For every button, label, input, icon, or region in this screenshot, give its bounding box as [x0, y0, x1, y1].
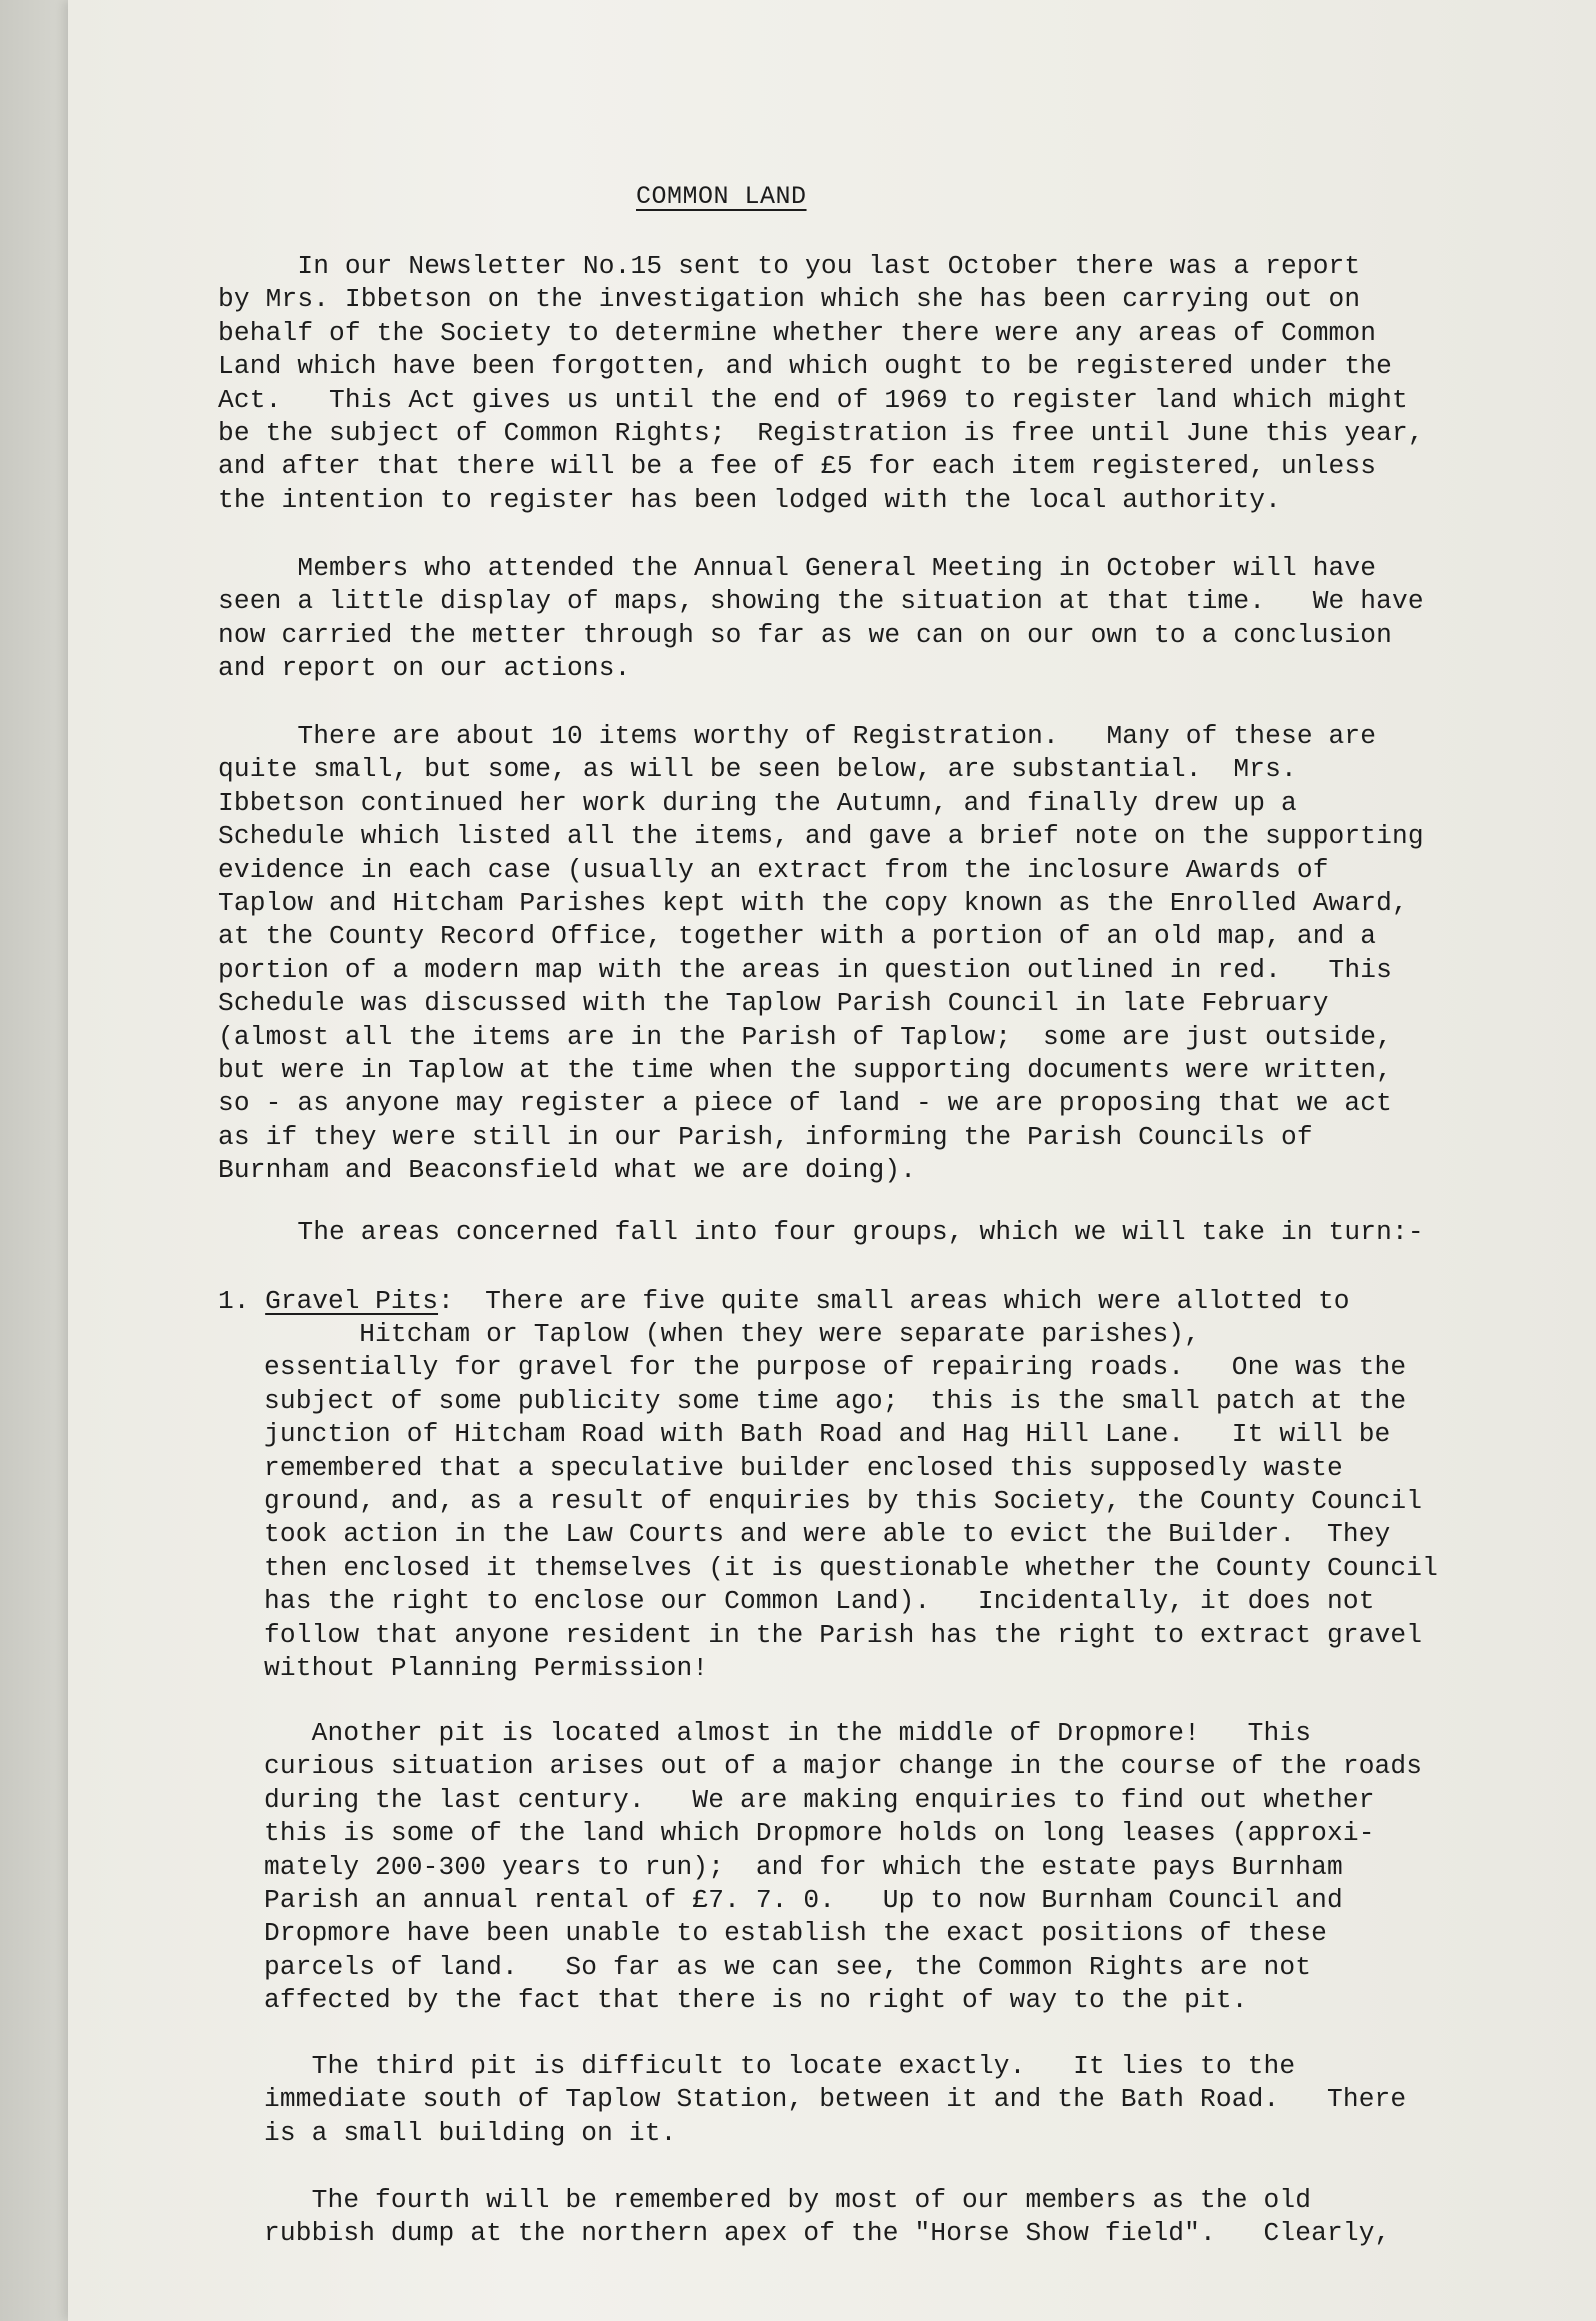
item-1-para-fourth-pit: The fourth will be remembered by most of our members as the old rubbish dump at the northern apex of the "Horse Show field". Clearly, — [264, 2185, 1391, 2249]
paragraph-groups: The areas concerned fall into four groups, which we will take in turn:- — [218, 1217, 1424, 1247]
item-first-line: There are five quite small areas which were allotted to — [453, 1286, 1350, 1316]
paragraph-intro: In our Newsletter No.15 sent to you last October there was a report by Mrs. Ibbetson on the investigation which she has been carrying out on behalf of the Society to determine whether there were any areas of Common Land which have been forgotten, and which ought to be registered under the Act. This Act gives us until the end of 1969 to register land which might be the subject of Common Rights; Registration is free until June this year, and after that there will be a fee of £5 for each item registered, unless the intention to register has been lodged with the local authority. — [218, 251, 1424, 515]
item-1-para-dropmore: Another pit is located almost in the middle of Dropmore! This curious situation arises out of a major change in the course of the roads during the last century. We are making enquiries to find out whether this is some of the land which Dropmore holds on long leases (approxi- mately 200-300 years to run); and for which the estate pays Burnham Parish an annual rental of £7. 7. 0. Up to now Burnham Council and Dropmore have been unable to establish the exact positions of these parcels of land. So far as we can see, the Common Rights are not affected by the fact that there is no right of way to the pit. — [264, 1718, 1423, 2016]
item-heading: Gravel Pits — [265, 1286, 439, 1316]
item-heading-colon: : — [438, 1286, 454, 1316]
paragraph-agm: Members who attended the Annual General Meeting in October will have seen a little display of maps, showing the situation at that time. We have now carried the metter through so far as we can on our own to a conclusion and report on our actions. — [218, 553, 1424, 684]
page-title: COMMON LAND — [636, 182, 807, 211]
item-number: 1. — [218, 1286, 250, 1316]
item-1-body: Hitcham or Taplow (when they were separate parishes), essentially for gravel for the purpose of repairing roads. One was the subject of some publicity some time ago; this is the small patch at the junction of Hitcham Road with Bath Road and Hag Hill Lane. It will be remembered that a speculative builder enclosed this supposedly waste ground, and, as a result of enquiries by this Society, the County Council took action in the Law Courts and were able to evict the Builder. They then enclosed it themselves (it is questionable whether the County Council has the right to enclose our Common Land). Incidentally, it does not follow that anyone resident in the Parish has the right to extract gravel without Planning Permission! — [264, 1319, 1439, 1684]
item-1-heading-line — [218, 1285, 1350, 1318]
paragraph-schedule: There are about 10 items worthy of Registration. Many of these are quite small, but some, as will be seen below, are substantial. Mrs. Ibbetson continued her work during the Autumn, and finally drew up a Schedule which listed all the items, and gave a brief note on the supporting evidence in each case (usually an extract from the inclosure Awards of Taplow and Hitcham Parishes kept with the copy known as the Enrolled Award, at the County Record Office, together with a portion of an old map, and a portion of a modern map with the areas in question outlined in red. This Schedule was discussed with the Taplow Parish Council in late February (almost all the items are in the Parish of Taplow; some are just outside, but were in Taplow at the time when the supporting documents were written, so - as anyone may register a piece of land - we are proposing that we act as if they were still in our Parish, informing the Parish Councils of Burnham and Beaconsfield what we are doing). — [218, 721, 1424, 1186]
item-1-para-third-pit: The third pit is difficult to locate exactly. It lies to the immediate south of Taplow Station, between it and the Bath Road. There is a small building on it. — [264, 2051, 1407, 2148]
